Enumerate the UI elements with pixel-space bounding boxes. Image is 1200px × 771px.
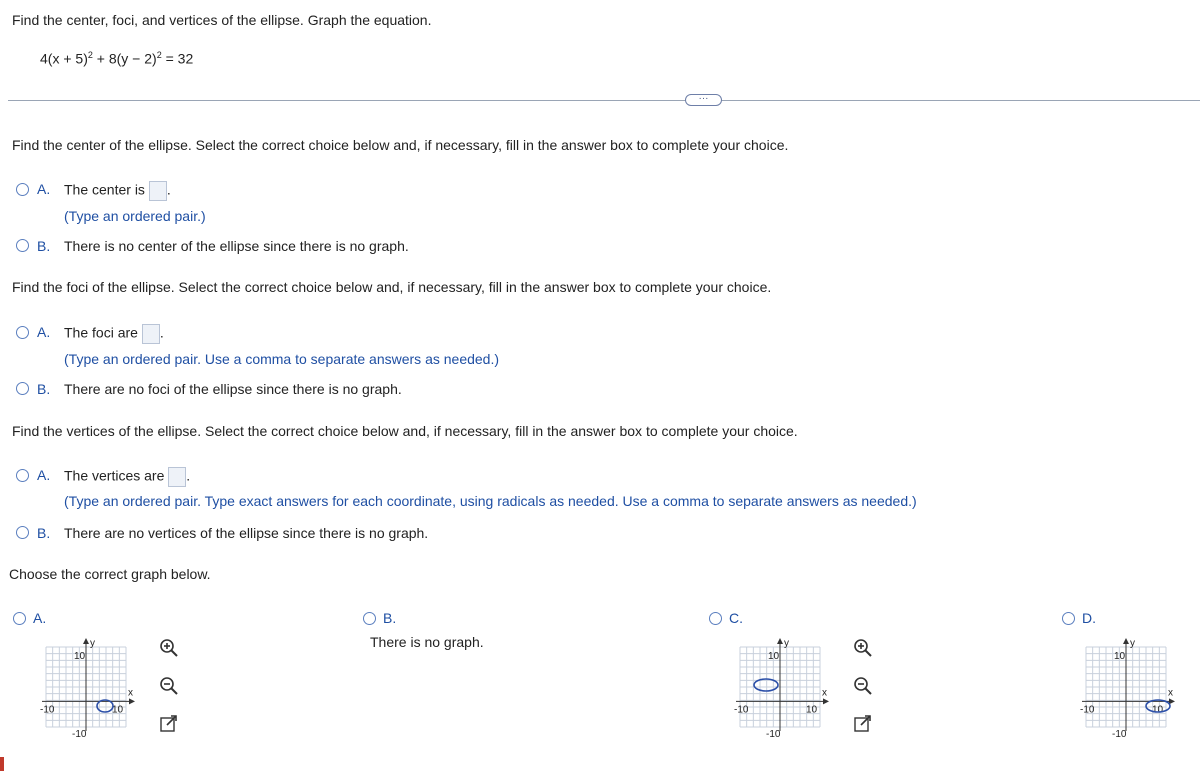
x-axis-label: x bbox=[822, 687, 827, 699]
foci-option-a-text bbox=[64, 324, 164, 344]
vertices-option-a-label: The vertices are bbox=[64, 467, 165, 484]
vertices-option-b-letter: B. bbox=[37, 525, 51, 541]
period: . bbox=[159, 324, 164, 341]
graph-option-d[interactable] bbox=[1074, 633, 1196, 745]
tick-label: -10 bbox=[1112, 729, 1127, 740]
y-axis-label: y bbox=[1130, 638, 1135, 649]
foci-option-a-radio[interactable] bbox=[16, 326, 29, 339]
tick-label: 10 bbox=[74, 651, 86, 662]
graph-option-b-text: There is no graph. bbox=[370, 634, 484, 650]
center-option-a-radio[interactable] bbox=[16, 183, 29, 196]
foci-option-b-letter: B. bbox=[37, 381, 51, 397]
center-option-b-letter: B. bbox=[37, 238, 51, 254]
tick-label: 10 bbox=[768, 651, 780, 662]
graph-option-d-letter: D. bbox=[1082, 610, 1096, 626]
x-axis-label: x bbox=[1168, 687, 1173, 699]
equation-part: 4(x + 5) bbox=[40, 50, 88, 67]
graph-prompt: Choose the correct graph below. bbox=[9, 566, 211, 582]
vertices-answer-box[interactable] bbox=[168, 467, 186, 487]
foci-option-a-hint: (Type an ordered pair. Use a comma to separate answers as needed.) bbox=[64, 351, 500, 367]
equation-exponent: 2 bbox=[87, 50, 93, 60]
vertices-option-a-hint: (Type an ordered pair. Type exact answers for each coordinate, using radicals as needed. Use a comma to separate answers as needed.) bbox=[64, 493, 917, 509]
center-option-a-hint: (Type an ordered pair.) bbox=[64, 208, 206, 224]
graph-option-a[interactable] bbox=[34, 633, 144, 745]
period: . bbox=[166, 181, 171, 198]
equation-part: + 8(y − 2) bbox=[92, 50, 157, 67]
graph-option-c-radio[interactable] bbox=[709, 612, 722, 625]
tick-label: 10 bbox=[806, 704, 818, 716]
expand-icon[interactable] bbox=[158, 713, 180, 735]
center-option-b-text: There is no center of the ellipse since there is no graph. bbox=[64, 238, 409, 254]
graph-option-a-radio[interactable] bbox=[13, 612, 26, 625]
graph-option-a-letter: A. bbox=[33, 610, 47, 626]
tick-label: 10 bbox=[112, 704, 124, 716]
graph-option-b-letter: B. bbox=[383, 610, 397, 626]
x-axis-label: x bbox=[128, 687, 133, 699]
center-option-a-text bbox=[64, 181, 171, 201]
foci-prompt: Find the foci of the ellipse. Select the correct choice below and, if necessary, fill in the answer box to complete your choice. bbox=[12, 279, 772, 295]
equation-exponent: 2 bbox=[156, 50, 162, 60]
vertices-option-b-text: There are no vertices of the ellipse since there is no graph. bbox=[64, 525, 429, 541]
page-edge-marker bbox=[0, 757, 4, 771]
x-axis-arrow bbox=[129, 698, 135, 704]
center-prompt: Find the center of the ellipse. Select the correct choice below and, if necessary, fill in the answer box to complete your choice. bbox=[12, 137, 789, 153]
foci-answer-box[interactable] bbox=[142, 324, 160, 344]
y-axis-arrow bbox=[777, 638, 783, 644]
question-prompt: Find the center, foci, and vertices of the ellipse. Graph the equation. bbox=[12, 12, 432, 28]
zoom-out-icon[interactable] bbox=[852, 675, 874, 697]
foci-option-b-text: There are no foci of the ellipse since there is no graph. bbox=[64, 381, 402, 397]
tick-label: -10 bbox=[734, 704, 749, 716]
equation-part: = 32 bbox=[161, 50, 194, 67]
tick-label: 10 bbox=[1114, 651, 1126, 662]
foci-option-b-radio[interactable] bbox=[16, 382, 29, 395]
y-axis-arrow bbox=[1123, 638, 1129, 644]
graph-option-c-letter: C. bbox=[729, 610, 743, 626]
vertices-option-a-radio[interactable] bbox=[16, 469, 29, 482]
section-divider bbox=[8, 100, 1200, 101]
center-option-a-label: The center is bbox=[64, 181, 145, 198]
x-axis-arrow bbox=[823, 698, 829, 704]
y-axis-label: y bbox=[784, 638, 789, 649]
vertices-option-a-letter: A. bbox=[37, 467, 51, 483]
vertices-prompt: Find the vertices of the ellipse. Select the correct choice below and, if necessary, fill in the answer box to complete your choice. bbox=[12, 423, 798, 439]
more-button[interactable]: ··· bbox=[685, 94, 722, 106]
y-axis-label: y bbox=[90, 638, 95, 649]
vertices-option-a-text bbox=[64, 467, 190, 487]
center-option-a-letter: A. bbox=[37, 181, 51, 197]
foci-option-a-label: The foci are bbox=[64, 324, 138, 341]
vertices-option-b-radio[interactable] bbox=[16, 526, 29, 539]
tick-label: -10 bbox=[40, 704, 55, 716]
graph-option-b-radio[interactable] bbox=[363, 612, 376, 625]
tick-label: -10 bbox=[1080, 704, 1095, 716]
graph-option-c[interactable] bbox=[728, 633, 838, 745]
tick-label: 10 bbox=[1152, 704, 1164, 716]
y-axis-arrow bbox=[83, 638, 89, 644]
center-option-b-radio[interactable] bbox=[16, 239, 29, 252]
expand-icon[interactable] bbox=[852, 713, 874, 735]
graph-option-d-radio[interactable] bbox=[1062, 612, 1075, 625]
center-answer-box[interactable] bbox=[149, 181, 167, 201]
ellipse-equation bbox=[40, 50, 193, 67]
zoom-out-icon[interactable] bbox=[158, 675, 180, 697]
period: . bbox=[186, 467, 191, 484]
zoom-in-icon[interactable] bbox=[158, 637, 180, 659]
tick-label: -10 bbox=[72, 729, 87, 740]
foci-option-a-letter: A. bbox=[37, 324, 51, 340]
zoom-in-icon[interactable] bbox=[852, 637, 874, 659]
tick-label: -10 bbox=[766, 729, 781, 740]
